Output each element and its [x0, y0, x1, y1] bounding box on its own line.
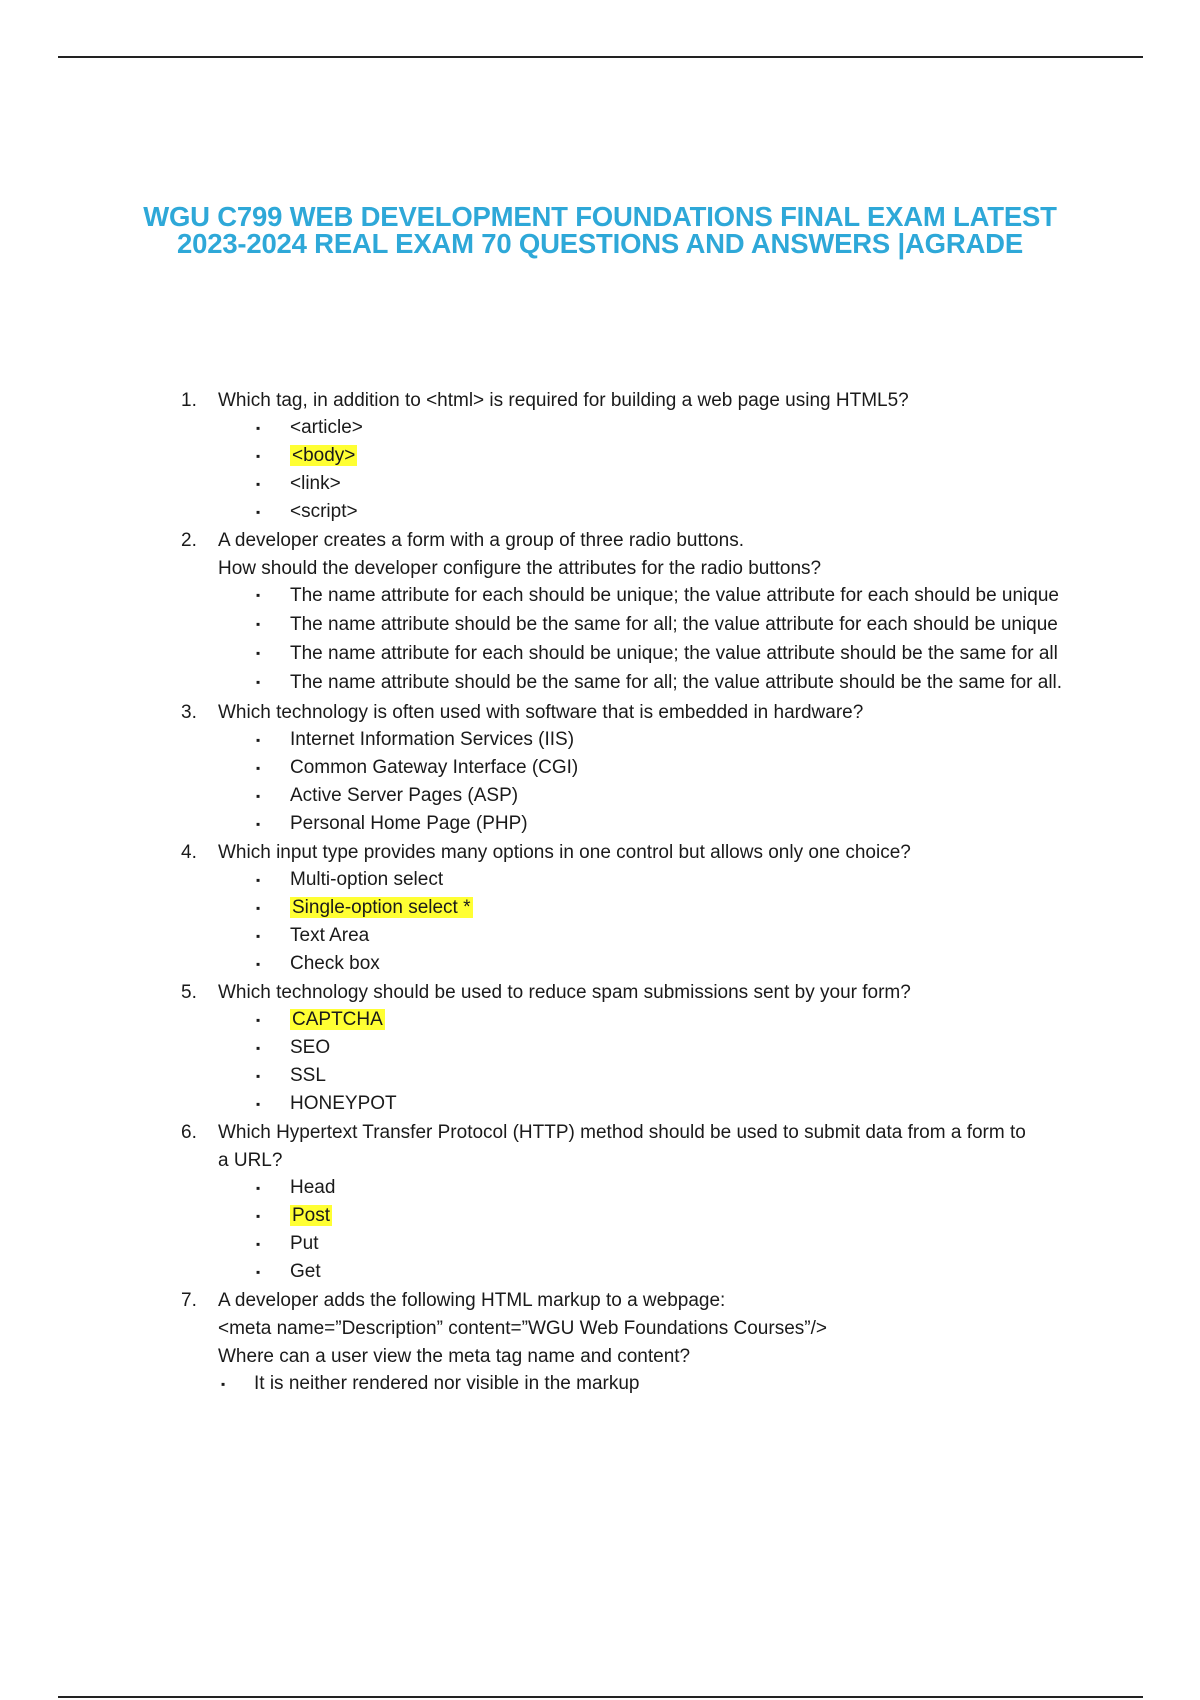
question-1 [0, 387, 1200, 525]
top-rule [58, 56, 1143, 58]
answer-option: ▪ Multi-option select [0, 867, 1200, 893]
bullet-icon: ▪ [256, 873, 261, 887]
highlighted-answer: <body> [292, 445, 356, 466]
bullet-icon: ▪ [256, 617, 261, 631]
answer-option: ▪ SSL [0, 1063, 1200, 1089]
answer-option: ▪ Head [0, 1175, 1200, 1201]
answer-option: ▪ Personal Home Page (PHP) [0, 811, 1200, 837]
answer-option: ▪ Common Gateway Interface (CGI) [0, 755, 1200, 781]
bullet-icon: ▪ [256, 1097, 261, 1111]
bullet-icon: ▪ [256, 901, 261, 915]
highlighted-answer: Single-option select * [292, 897, 471, 918]
question-text-continued: Where can a user view the meta tag name and content? [218, 1346, 691, 1367]
answer-option-correct [0, 895, 1200, 921]
answer-option: ▪ Put [0, 1231, 1200, 1257]
bullet-icon: ▪ [256, 929, 261, 943]
bullet-icon: ▪ [256, 733, 261, 747]
question-text: 3. Which technology is often used with software that is embedded in hardware? [0, 699, 1200, 727]
question-4 [0, 839, 1200, 977]
answer-option: ▪ Get [0, 1259, 1200, 1285]
question-list [0, 387, 1200, 1399]
answer-option: ▪ The name attribute for each should be unique; the value attribute should be the same for all [256, 643, 1058, 664]
bullet-icon: ▪ [256, 421, 261, 435]
answer-option: ▪ Internet Information Services (IIS) [0, 727, 1200, 753]
highlighted-answer: Post [292, 1205, 331, 1226]
answer-option: ▪ Active Server Pages (ASP) [0, 783, 1200, 809]
bottom-rule [58, 1696, 1143, 1698]
bullet-icon: ▪ [256, 1209, 261, 1223]
question-text: 7. A developer adds the following HTML markup to a webpage: [0, 1287, 1200, 1315]
bullet-icon: ▪ [256, 1265, 261, 1279]
question-text: 4. Which input type provides many options in one control but allows only one choice? [0, 839, 1200, 867]
bullet-icon: ▪ [256, 1069, 261, 1083]
bullet-icon: ▪ [256, 1041, 261, 1055]
question-number: 6. [181, 1122, 197, 1143]
title-line-1: WGU C799 WEB DEVELOPMENT FOUNDATIONS FINAL EXAM LATEST [143, 201, 1057, 232]
code-snippet: <meta name=”Description” content=”WGU Web Foundations Courses”/> [218, 1318, 827, 1339]
question-3 [0, 699, 1200, 837]
answer-option: ▪ The name attribute should be the same for all; the value attribute for each should be unique [256, 614, 1058, 635]
question-7 [0, 1287, 1200, 1397]
answer-option: ▪ <link> [0, 471, 1200, 497]
answer-option: ▪ Check box [0, 951, 1200, 977]
question-5 [0, 979, 1200, 1117]
bullet-icon: ▪ [221, 1377, 226, 1391]
bullet-icon: ▪ [256, 477, 261, 491]
question-text: 5. Which technology should be used to reduce spam submissions sent by your form? [0, 979, 1200, 1007]
question-text-continued: How should the developer configure the attributes for the radio buttons? [218, 558, 822, 579]
bullet-icon: ▪ [256, 646, 261, 660]
question-number: 7. [181, 1290, 197, 1311]
answer-option: ▪ HONEYPOT [0, 1091, 1200, 1117]
question-number: 4. [181, 842, 197, 863]
bullet-icon: ▪ [256, 817, 261, 831]
document-title [60, 203, 1140, 257]
answer-option-correct [0, 443, 1200, 469]
answer-option: ▪ The name attribute for each should be unique; the value attribute for each should be unique [256, 585, 1059, 606]
bullet-icon: ▪ [256, 761, 261, 775]
answer-option: ▪ The name attribute should be the same for all; the value attribute should be the same for all. [256, 672, 1063, 693]
question-6 [0, 1119, 1200, 1285]
bullet-icon: ▪ [256, 449, 261, 463]
answer-option: ▪ <script> [0, 499, 1200, 525]
answer-option-correct [0, 1007, 1200, 1033]
highlighted-answer: CAPTCHA [292, 1009, 383, 1030]
title-line-2: 2023-2024 REAL EXAM 70 QUESTIONS AND ANSWERS |AGRADE [177, 228, 1023, 259]
question-text: 1. Which tag, in addition to <html> is required for building a web page using HTML5? [0, 387, 1200, 415]
question-text: 6. Which Hypertext Transfer Protocol (HTTP) method should be used to submit data from a form to [0, 1119, 1200, 1147]
answer-option: ▪ SEO [0, 1035, 1200, 1061]
bullet-icon: ▪ [256, 957, 261, 971]
bullet-icon: ▪ [256, 789, 261, 803]
question-2 [0, 527, 1200, 695]
answer-option: ▪ <article> [0, 415, 1200, 441]
answer-option: ▪ Text Area [0, 923, 1200, 949]
answer-option: ▪ It is neither rendered nor visible in the markup [0, 1371, 1200, 1397]
bullet-icon: ▪ [256, 1013, 261, 1027]
answer-option-correct [0, 1203, 1200, 1229]
bullet-icon: ▪ [256, 675, 261, 689]
bullet-icon: ▪ [256, 1237, 261, 1251]
question-text-continued: a URL? [218, 1150, 283, 1171]
question-number: 5. [181, 982, 197, 1003]
question-number: 2. [181, 530, 197, 551]
question-number: 1. [181, 390, 197, 411]
question-number: 3. [181, 702, 197, 723]
bullet-icon: ▪ [256, 505, 261, 519]
question-text: 2. A developer creates a form with a group of three radio buttons. [0, 527, 1200, 555]
bullet-icon: ▪ [256, 588, 261, 602]
bullet-icon: ▪ [256, 1181, 261, 1195]
